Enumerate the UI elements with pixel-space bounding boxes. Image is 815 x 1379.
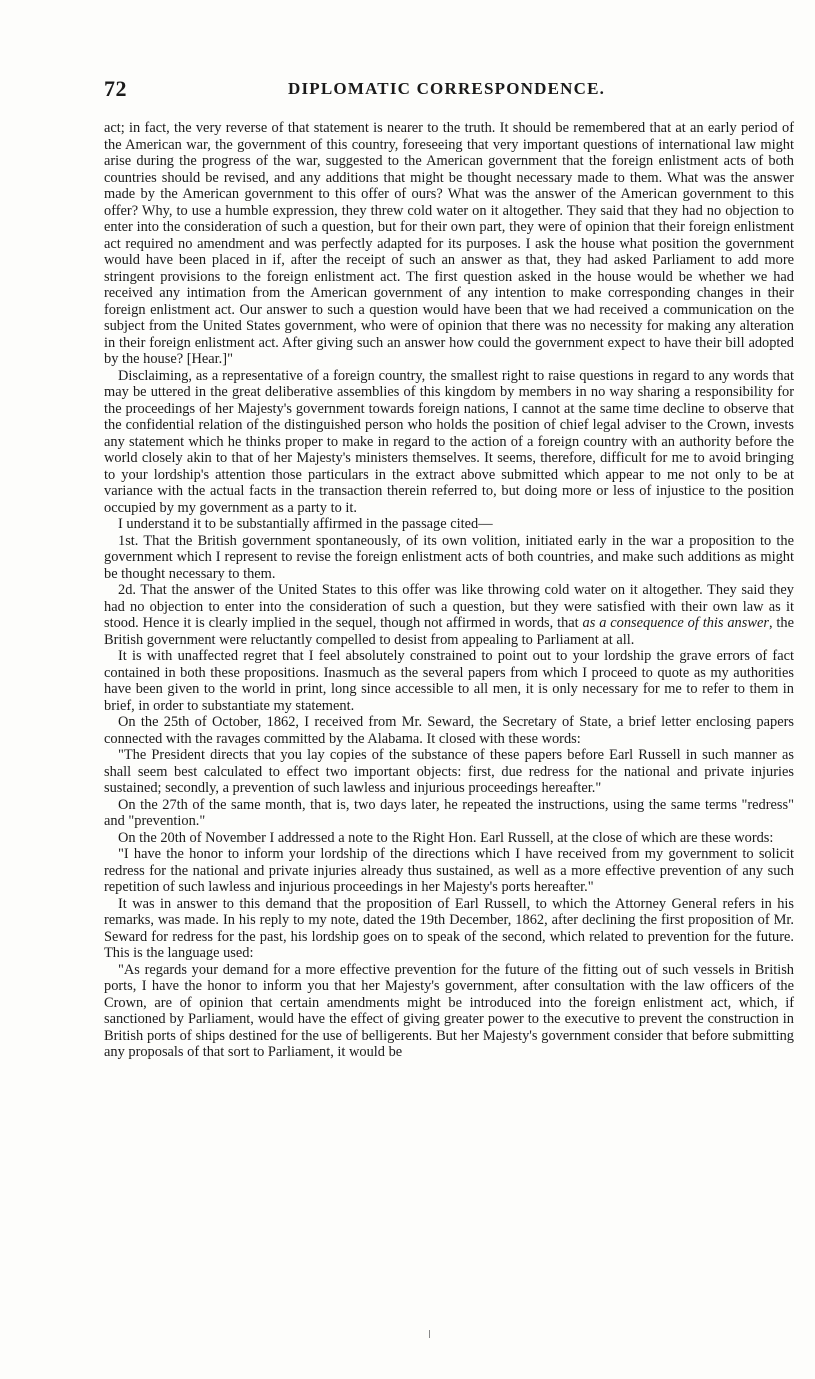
page-mark (429, 1330, 430, 1338)
paragraph-first-point: 1st. That the British government spontaneously, of its own volition, initiated early in the war a proposition to the government which I represent to revise the foreign enlistment acts of both countries, and make such additions as might be thought necessary to them. (104, 532, 794, 582)
paragraph-continuation: act; in fact, the very reverse of that statement is nearer to the truth. It should be remembered that at an early period of the American war, the government of this country, foreseeing that very important questions of international law might arise during the progress of the war, suggested to the American government that the foreign enlistment acts of both countries should be revised, and any additions that might be thought necessary made to them. What was the answer made by the American government to this offer of ours? What was the answer of the American government to this offer? Why, to use a humble expression, they threw cold water on it altogether. They said that they had no objection to enter into the consideration of such a question, but for their own part, they were of opinion that their foreign enlistment act required no amendment and was perfectly adapted for its purposes. I ask the house what position the government would have been placed in if, after the receipt of such an answer as that, they had asked Parliament to add more stringent provisions to the foreign enlistment act. The first question asked in the house would be whether we had received any intimation from the American government of any intention to make corresponding changes in their foreign enlistment act. Our answer to such a question would have been that we had received a communication on the subject from the United States government, who were of opinion that there was no necessity for making any alteration in their foreign enlistment act. After giving such an answer how could the government expect to have their bill adopted by the house? [Hear.]" (104, 120, 794, 367)
quote-russell: "As regards your demand for a more effective prevention for the future of the fitting out of such vessels in British ports, I have the honor to inform you that her Majesty's government, after consultation with the law officers of the Crown, are of opinion that certain amendments might be introduced into the foreign enlistment act, which, if sanctioned by Parliament, would have the effect of giving greater power to the executive to prevent the construction in British ports of ships destined for the use of belligerents. But her Majesty's government consider that before submitting any proposals of that sort to Parliament, it would be (104, 961, 794, 1060)
page-header (104, 76, 794, 104)
paragraph-regret: It is with unaffected regret that I feel absolutely constrained to point out to your lordship the grave errors of fact contained in both these propositions. Inasmuch as the several papers from which I proceed to quote as my authorities have been given to the world in print, long since accessible to all men, it is only necessary for me to refer to them in brief, in order to substantiate my statement. (104, 648, 794, 714)
paragraph-october: On the 25th of October, 1862, I received from Mr. Seward, the Secretary of State, a brief letter enclosing papers connected with the ravages committed by the Alabama. It closed with these words: (104, 714, 794, 747)
running-title: DIPLOMATIC CORRESPONDENCE. (288, 79, 606, 98)
paragraph-november: On the 20th of November I addressed a note to the Right Hon. Earl Russell, at the close of which are these words: (118, 829, 774, 846)
paragraph-27th: On the 27th of the same month, that is, two days later, he repeated the instructions, using the same terms "redress" and "prevention." (104, 796, 794, 829)
paragraph-answer: It was in answer to this demand that the proposition of Earl Russell, to which the Attorney General refers in his remarks, was made. In his reply to my note, dated the 19th December, 1862, after declining the first proposition of Mr. Seward for redress for the past, his lordship goes on to speak of the second, which related to prevention for the future. This is the language used: (104, 895, 794, 961)
second-point-tail: , the British government were reluctantly compelled to desist from appealing to Parliament at all. (104, 615, 794, 648)
quote-president: "The President directs that you lay copies of the substance of these papers before Earl Russell in such manner as shall seem best calculated to effect two important objects: first, due redress for the national and private injuries sustained; secondly, a prevention of such lawless and injurious proceedings hereafter." (104, 747, 794, 796)
second-point-lead: 2d. That the answer of the United States to this offer was like throwing cold water on it altogether. They said they had no objection to enter into the consideration of such a question, but they were satisfied with their own law as it stood. Hence it is clearly implied in the sequel, though not affirmed in words, that (104, 582, 794, 631)
body-text (104, 120, 794, 1061)
paragraph-second-point (104, 582, 794, 648)
paragraph-disclaiming: Disclaiming, as a representative of a foreign country, the smallest right to raise questions in regard to any words that may be uttered in the great deliberative assemblies of this kingdom by members in no way sharing a responsibility for the proceedings of her Majesty's government towards foreign nations, I cannot at the same time decline to observe that the confidential relation of the distinguished person who holds the position of chief legal adviser to the Crown, invests any statement which he thinks proper to make in regard to the action of a foreign country with an authority before the world closely akin to that of her Majesty's ministers themselves. It seems, therefore, difficult for me to avoid bringing to your lordship's attention those particulars in the extract above submitted which appear to me not only to be at variance with the actual facts in the transaction therein referred to, but doing more or less of injustice to the position occupied by my government as a party to it. (104, 367, 794, 516)
quote-honor: "I have the honor to inform your lordship of the directions which I have received from my government to solicit redress for the national and private injuries already thus sustained, as well as a more effective prevention of any such repetition of such lawless and injurious proceedings in her Majesty's ports hereafter." (104, 846, 794, 895)
paragraph-understand: I understand it to be substantially affirmed in the passage cited— (118, 516, 493, 532)
second-point-emphasis: as a consequence of this answer (582, 615, 769, 631)
page-number: 72 (104, 76, 127, 101)
